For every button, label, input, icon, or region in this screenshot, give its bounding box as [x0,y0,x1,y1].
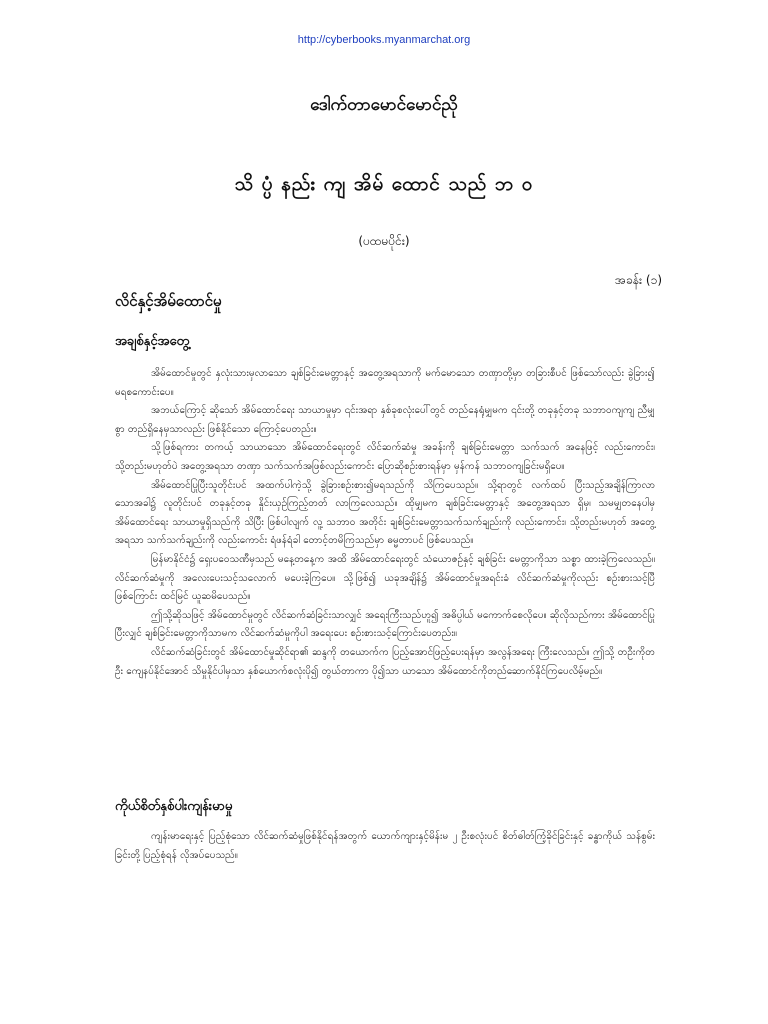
paragraph: အိမ်ထောင်မှုတွင် နှလုံးသားမှလာသော ချစ်ခြင်းမေတ္တာနှင့် အတွေ့အရသာကို မက်မောသော တဏှာတို့မှာ တခြားစီပင် ဖြစ်သော်လည်း ခွဲခြား၍ မရစကောင်းပေ။ [115,368,655,398]
source-url-link[interactable]: http://cyberbooks.myanmarchat.org [297,34,471,46]
part-label: (ပထမပိုင်း) [358,234,410,248]
book-title: သိ ပ္ပံ နည်း ကျ အိမ် ထောင် သည် ဘ ဝ [234,173,534,195]
paragraph: ကျန်းမာရေးနှင့် ပြည့်စုံသော လိင်ဆက်ဆံမှုဖြစ်နိုင်ရန်အတွက် ယောက်ကျားနှင့်မိန်းမ ၂ ဦးစလုံးပင် စိတ်ဓါတ်ကြံ့ခိုင်ခြင်းနှင့် ခန္ဓာကိုယ် သန်စွမ်းခြင်းတို့ ပြည့်စုံရန် လိုအပ်ပေသည်။ [115,831,655,861]
paragraph: အိမ်ထောင်ပြုပြီးသူတိုင်းပင် အထက်ပါကဲ့သို့ ခွဲခြားစဉ်းစား၍မရသည်ကို သိကြပေသည်။ သို့ရာတွင် လက်ထပ် ပြီးသည့်အချိန်ကြာလာသောအခါ၌ လူတိုင်းပင် တခုနှင့်တခု နှိုင်းယှဉ်ကြည့်တတ် လာကြလေသည်။ ထိုမျှမက ချစ်ခြင်းမေတ္တာနှင့် အတွေ့အရသာ ရှိမှ၊ သမမျှတနေပါမှ အိမ်ထောင်ရေး သာယာမှုရှိသည်ကို သိပြီး ဖြစ်ပါလျက် လူ့ သဘာဝ အတိုင်း ချစ်ခြင်းမေတ္တာသက်သက်ချည်းကို လည်းကောင်း၊ သို့တည်းမဟုတ် အတွေ့ အရသာ သက်သက်ချည်းကို လည်းကောင်း ရံဖန်ရံခါ တောင့်တမိကြသည်မှာ ဓမ္မတာပင် ဖြစ်ပေသည်။ [115,479,655,547]
chapter-title: လိင်နှင့်အိမ်ထောင်မှု [115,292,222,310]
paragraph: အဘယ်ကြောင့် ဆိုသော် အိမ်ထောင်ရေး သာယာမှုမှာ ၎င်းအရာ နှစ်ခုစလုံးပေါ်တွင် တည်နေရုံမျှမက ၎င်းတို့ တခုနှင့်တခု သဘာဝကျကျ ညီမျှစွာ တည်ရှိနေမှသာလည်း ဖြစ်နိုင်သော ကြောင့်ပေတည်း။ [115,405,655,435]
chapter-number: အခန်း (၁) [615,273,662,287]
section-body-love-and-touch [115,365,655,681]
section-heading-body-mind-health: ကိုယ်စိတ်နှစ်ပါးကျန်းမာမှု [115,799,233,814]
paragraph: သို့ဖြစ်ရကား တကယ့် သာယာသော အိမ်ထောင်ရေးတွင် လိင်ဆက်ဆံမှု အခန်းကို ချစ်ခြင်းမေတ္တာ သက်သက် အနေဖြင့် လည်းကောင်း၊ သို့တည်းမဟုတ်ပဲ အတွေ့အရသာ တဏှာ သက်သက်အဖြစ်လည်းကောင်း ပြောဆိုစဉ်းစားရန်မှာ မှန်ကန် သဘာဝကျခြင်းမရှိပေ။ [115,442,655,472]
paragraph: လိင်ဆက်ဆံခြင်းတွင် အိမ်ထောင်မှုဆိုင်ရာ၏ ဆန္ဒကို တယောက်က ပြည့်အောင်ဖြည့်ပေးရန်မှာ အလွန်အရေး ကြီးလေသည်။ ဤသို့ တဦးကိုတဦး ကျေနပ်နိုင်အောင် သိမှုနိုင်ပါမှသာ နှစ်ယောက်စလုံးပို၍ တွယ်တာကာ ပို၍သာ ယာသော အိမ်ထောင်ကိုတည်ဆောက်နိုင်ကြပေလိမ့်မည်။ [115,646,655,677]
section-heading-love-and-touch: အချစ်နှင့်အတွေ့ [115,334,190,349]
author-name: ဒေါက်တာမောင်မောင်ညို [310,95,458,115]
section-body-body-mind-health [115,828,655,865]
paragraph: ဤသို့ဆိုသဖြင့် အိမ်ထောင်မှုတွင် လိင်ဆက်ဆံခြင်းသာလျှင် အရေးကြီးသည်ဟူ၍ အဓိပ္ပါယ် မကောက်စေလိုပေ။ ဆိုလိုသည်ကား အိမ်ထောင်ပြုပြီးလျှင် ချစ်ခြင်းမေတ္တာကိုသာမက လိင်ဆက်ဆံမှုကိုပါ အရေးပေး စဉ်းစားသင့်ကြောင်းပေတည်း။ [115,609,655,640]
paragraph: မြန်မာနိုင်ငံ၌ ရှေးပဝေသဏီမှသည် မနေ့တနေ့က အထိ အိမ်ထောင်ရေးတွင် သံယောဇဉ်နှင့် ချစ်ခြင်း မေတ္တာကိုသာ သစ္စာ ထားခဲ့ကြလေသည်။ လိင်ဆက်ဆံမှုကို အလေးပေးသင့်သလောက် မပေးခဲ့ကြပေ။ သို့ဖြစ်၍ ယခုအချိန်၌ အိမ်ထောင်မှုအရင်းခံ လိင်ဆက်ဆံမှုကိုလည်း စဉ်းစားသင့်ပြီဖြစ်ကြောင်း ထင်မြင် ယူဆမိပေသည်။ [115,553,655,603]
